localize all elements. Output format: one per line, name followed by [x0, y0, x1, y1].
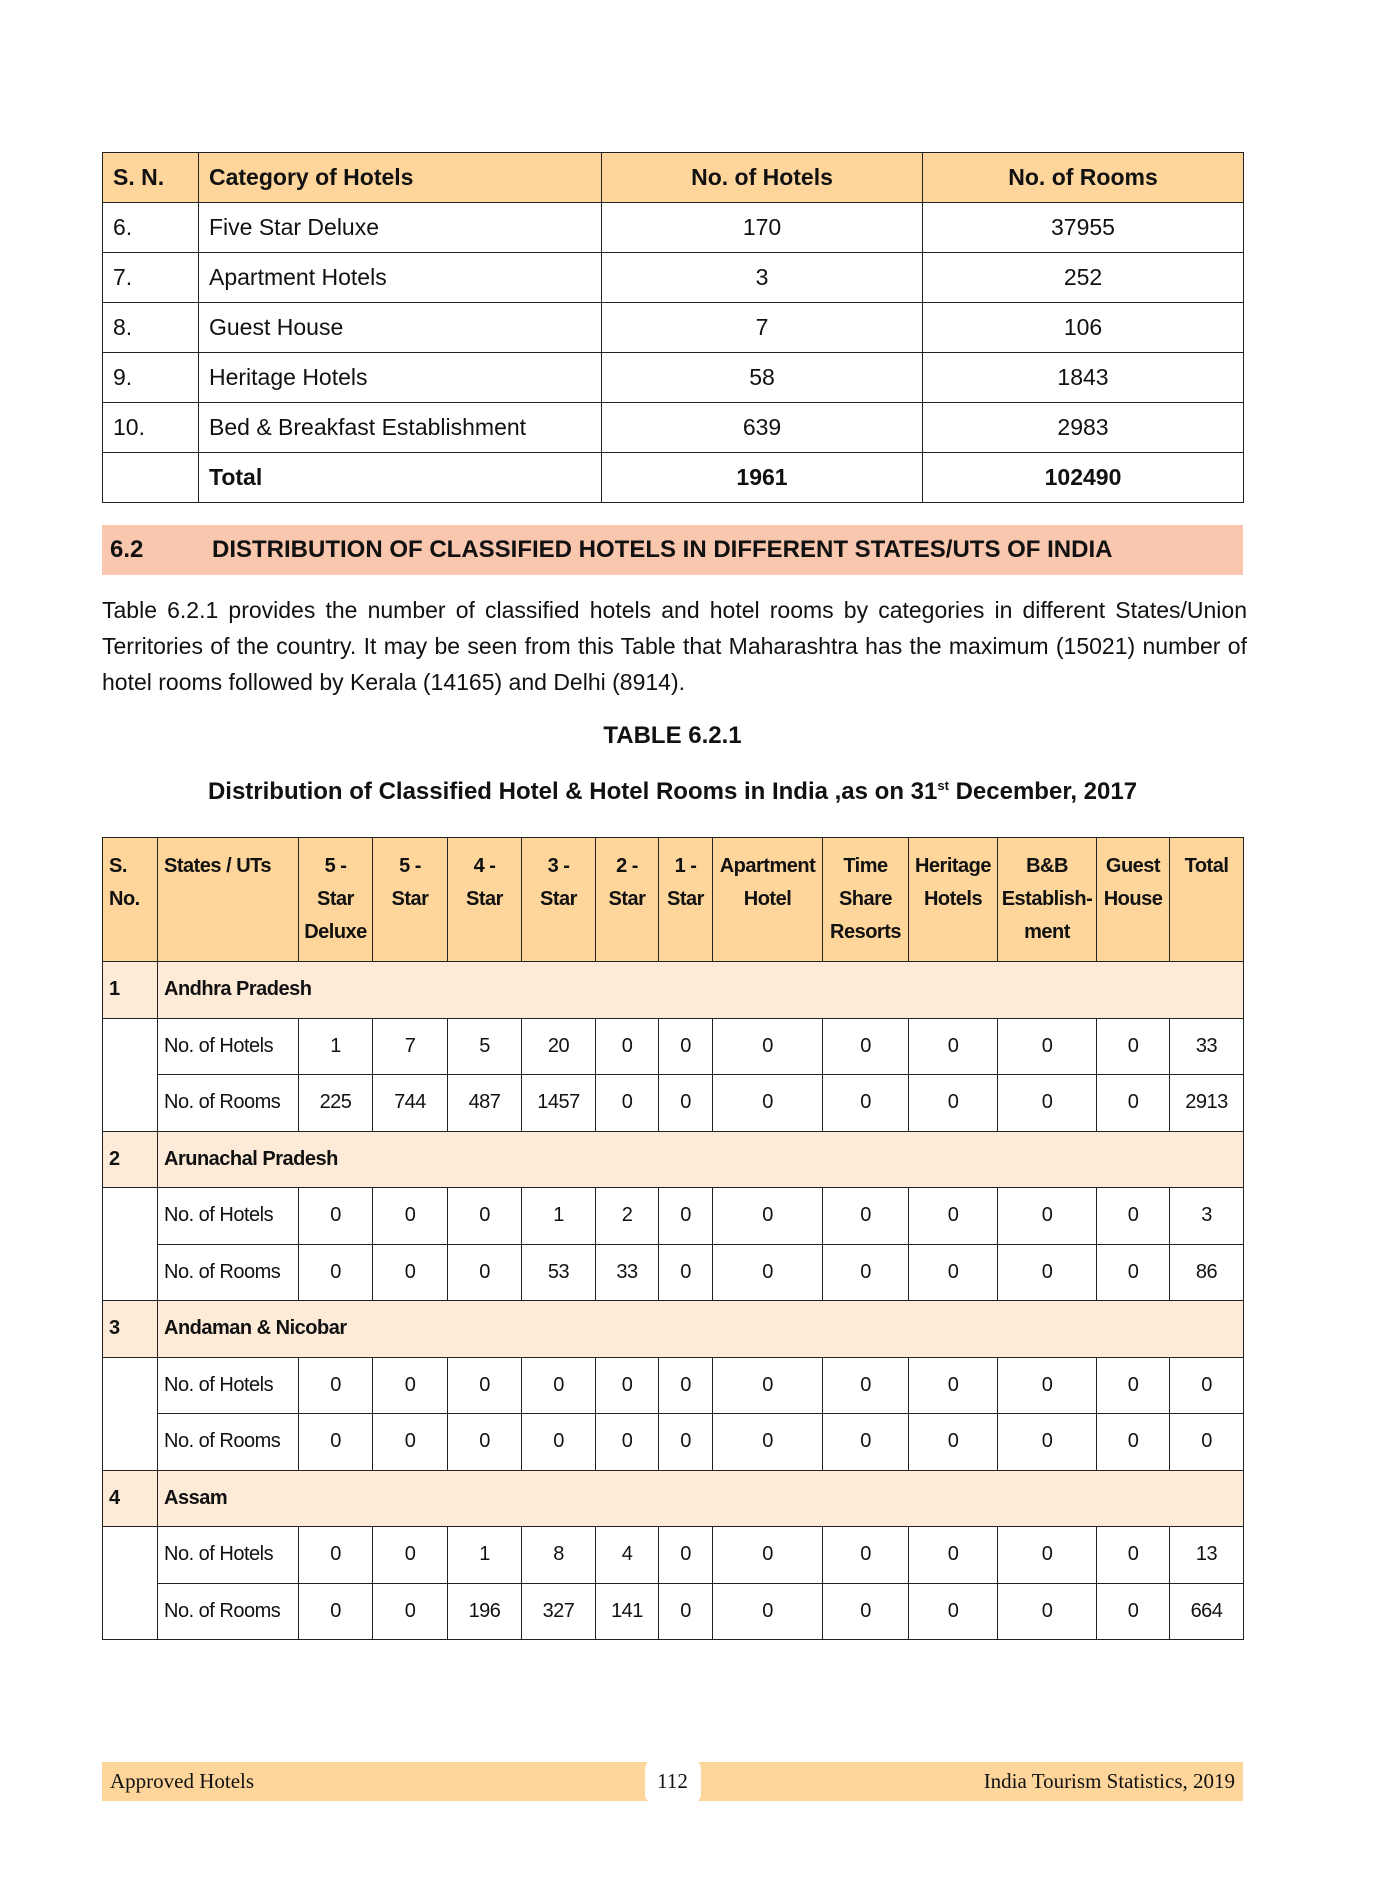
column-header	[823, 838, 909, 962]
header-line: Deluxe	[304, 921, 367, 943]
table-header-row	[103, 838, 1244, 962]
header-line: Apartment	[719, 855, 816, 877]
value-cell: 0	[596, 1414, 659, 1471]
row-sn: 9.	[103, 353, 199, 403]
row-label: No. of Rooms	[158, 1583, 299, 1640]
value-cell: 0	[1097, 1583, 1170, 1640]
value-cell: 0	[522, 1357, 596, 1414]
value-cell: 0	[659, 1357, 713, 1414]
table-header-row	[103, 153, 1244, 203]
state-row	[103, 1131, 1244, 1188]
value-cell: 0	[659, 1527, 713, 1584]
data-row	[103, 1075, 1244, 1132]
row-category: Guest House	[199, 303, 602, 353]
value-cell: 0	[596, 1075, 659, 1132]
empty-cell	[103, 1357, 158, 1470]
value-cell: 33	[596, 1244, 659, 1301]
value-cell: 487	[448, 1075, 522, 1132]
value-cell: 141	[596, 1583, 659, 1640]
value-cell: 0	[659, 1018, 713, 1075]
value-cell: 0	[909, 1357, 998, 1414]
value-cell: 0	[299, 1583, 373, 1640]
value-cell: 327	[522, 1583, 596, 1640]
row-category: Heritage Hotels	[199, 353, 602, 403]
header-line: Star	[466, 888, 503, 910]
row-sn: 10.	[103, 403, 199, 453]
header-line: 4 -	[473, 855, 496, 877]
value-cell: 0	[373, 1357, 448, 1414]
value-cell: 13	[1170, 1527, 1244, 1584]
value-cell: 0	[713, 1414, 823, 1471]
value-cell: 225	[299, 1075, 373, 1132]
table-row	[103, 303, 1244, 353]
state-row	[103, 1301, 1244, 1358]
table-title-text: Distribution of Classified Hotel & Hotel Rooms in India ,as on 31	[207, 778, 938, 805]
value-cell: 196	[448, 1583, 522, 1640]
row-hotels: 3	[602, 253, 923, 303]
empty-cell	[103, 1527, 158, 1640]
state-number: 2	[103, 1131, 158, 1188]
intro-paragraph: Table 6.2.1 provides the number of classified hotels and hotel rooms by categories in different States/Union Territories of the country. It may be seen from this Table that Maharashtra has the maximum (15021) number of hotel rooms followed by Kerala (14165) and Delhi (8914).	[102, 597, 1247, 695]
state-number: 4	[103, 1470, 158, 1527]
value-cell: 0	[299, 1188, 373, 1245]
state-number: 1	[103, 962, 158, 1019]
data-row	[103, 1244, 1244, 1301]
header-line: Establish-	[1001, 888, 1093, 910]
value-cell: 0	[1097, 1357, 1170, 1414]
total-row	[103, 453, 1244, 503]
value-cell: 0	[1097, 1188, 1170, 1245]
header-rooms: No. of Rooms	[923, 153, 1244, 203]
header-line: Resorts	[830, 921, 901, 943]
value-cell: 0	[659, 1583, 713, 1640]
value-cell: 1	[448, 1527, 522, 1584]
row-category: Bed & Breakfast Establishment	[199, 403, 602, 453]
value-cell: 2	[596, 1188, 659, 1245]
row-category: Five Star Deluxe	[199, 203, 602, 253]
row-rooms: 37955	[923, 203, 1244, 253]
value-cell: 744	[373, 1075, 448, 1132]
value-cell: 0	[373, 1188, 448, 1245]
row-sn: 7.	[103, 253, 199, 303]
value-cell: 0	[1170, 1414, 1244, 1471]
value-cell: 0	[522, 1414, 596, 1471]
total-empty	[103, 453, 199, 503]
value-cell: 0	[713, 1583, 823, 1640]
header-line: Hotel	[743, 888, 792, 910]
row-rooms: 1843	[923, 353, 1244, 403]
value-cell: 0	[373, 1244, 448, 1301]
value-cell: 0	[909, 1018, 998, 1075]
value-cell: 0	[998, 1357, 1097, 1414]
total-rooms: 102490	[923, 453, 1244, 503]
value-cell: 3	[1170, 1188, 1244, 1245]
value-cell: 0	[713, 1244, 823, 1301]
column-header	[909, 838, 998, 962]
empty-cell	[103, 1188, 158, 1301]
value-cell: 0	[659, 1075, 713, 1132]
header-line: Share	[838, 888, 893, 910]
value-cell: 0	[373, 1527, 448, 1584]
hotel-category-table	[102, 152, 1244, 503]
row-rooms: 252	[923, 253, 1244, 303]
header-sn: S. N.	[103, 153, 199, 203]
header-line: 2 -	[616, 855, 638, 877]
data-row	[103, 1527, 1244, 1584]
header-line: Star	[317, 888, 354, 910]
row-label: No. of Hotels	[158, 1357, 299, 1414]
header-line: Heritage	[914, 855, 992, 877]
column-header	[373, 838, 448, 962]
value-cell: 0	[713, 1075, 823, 1132]
value-cell: 0	[998, 1583, 1097, 1640]
value-cell: 0	[823, 1188, 909, 1245]
value-cell: 0	[713, 1018, 823, 1075]
row-rooms: 2983	[923, 403, 1244, 453]
header-line: Star	[608, 888, 646, 910]
data-row	[103, 1188, 1244, 1245]
row-sn: 6.	[103, 203, 199, 253]
header-line: 5 -	[399, 855, 421, 877]
value-cell: 0	[998, 1244, 1097, 1301]
row-sn: 8.	[103, 303, 199, 353]
row-label: No. of Hotels	[158, 1527, 299, 1584]
value-cell: 0	[998, 1188, 1097, 1245]
value-cell: 0	[998, 1018, 1097, 1075]
value-cell: 0	[823, 1583, 909, 1640]
header-line: Star	[667, 888, 704, 910]
data-row	[103, 1583, 1244, 1640]
header-category: Category of Hotels	[199, 153, 602, 203]
value-cell: 0	[823, 1018, 909, 1075]
value-cell: 0	[448, 1357, 522, 1414]
value-cell: 0	[909, 1527, 998, 1584]
value-cell: 0	[909, 1188, 998, 1245]
table-row	[103, 203, 1244, 253]
value-cell: 0	[659, 1244, 713, 1301]
total-label: Total	[199, 453, 602, 503]
value-cell: 0	[1097, 1244, 1170, 1301]
column-header	[448, 838, 522, 962]
header-line: States / UTs	[164, 855, 271, 877]
row-label: No. of Rooms	[158, 1075, 299, 1132]
table-row	[103, 403, 1244, 453]
value-cell: 0	[299, 1527, 373, 1584]
value-cell: 0	[713, 1188, 823, 1245]
column-header	[1097, 838, 1170, 962]
table-row	[103, 253, 1244, 303]
header-line: Guest	[1105, 855, 1161, 877]
value-cell: 0	[823, 1244, 909, 1301]
state-row	[103, 962, 1244, 1019]
value-cell: 664	[1170, 1583, 1244, 1640]
page-number: 112	[645, 1759, 701, 1804]
value-cell: 2913	[1170, 1075, 1244, 1132]
page-footer	[102, 1762, 1243, 1801]
header-line: ment	[1024, 921, 1070, 943]
value-cell: 0	[1097, 1414, 1170, 1471]
value-cell: 8	[522, 1527, 596, 1584]
section-heading	[102, 525, 1243, 575]
value-cell: 53	[522, 1244, 596, 1301]
row-hotels: 170	[602, 203, 923, 253]
row-label: No. of Hotels	[158, 1188, 299, 1245]
data-row	[103, 1414, 1244, 1471]
table-row	[103, 353, 1244, 403]
value-cell: 0	[823, 1357, 909, 1414]
value-cell: 0	[713, 1357, 823, 1414]
value-cell: 33	[1170, 1018, 1244, 1075]
state-distribution-table	[102, 837, 1244, 1640]
table-label: TABLE 6.2.1	[603, 722, 742, 749]
value-cell: 0	[998, 1075, 1097, 1132]
column-header	[158, 838, 299, 962]
state-name: Andhra Pradesh	[158, 962, 1244, 1019]
header-line: Star	[391, 888, 429, 910]
column-header	[998, 838, 1097, 962]
header-line: Star	[540, 888, 577, 910]
row-label: No. of Hotels	[158, 1018, 299, 1075]
value-cell: 0	[448, 1414, 522, 1471]
value-cell: 86	[1170, 1244, 1244, 1301]
value-cell: 1	[299, 1018, 373, 1075]
footer-publication: India Tourism Statistics, 2019	[983, 1769, 1235, 1793]
row-hotels: 58	[602, 353, 923, 403]
table-title-date: December, 2017	[948, 778, 1138, 805]
value-cell: 0	[909, 1583, 998, 1640]
total-hotels: 1961	[602, 453, 923, 503]
header-line: 5 -	[324, 855, 347, 877]
value-cell: 0	[1097, 1527, 1170, 1584]
data-row	[103, 1018, 1244, 1075]
value-cell: 0	[448, 1244, 522, 1301]
column-header	[299, 838, 373, 962]
column-header	[596, 838, 659, 962]
header-line: B&B	[1026, 855, 1068, 877]
value-cell: 1457	[522, 1075, 596, 1132]
state-number: 3	[103, 1301, 158, 1358]
state-name: Arunachal Pradesh	[158, 1131, 1244, 1188]
header-line: S.	[109, 855, 127, 877]
header-line: Time	[843, 855, 888, 877]
header-hotels: No. of Hotels	[602, 153, 923, 203]
value-cell: 5	[448, 1018, 522, 1075]
value-cell: 0	[998, 1527, 1097, 1584]
header-line: No.	[109, 888, 140, 910]
value-cell: 0	[596, 1018, 659, 1075]
column-header	[659, 838, 713, 962]
value-cell: 20	[522, 1018, 596, 1075]
row-hotels: 639	[602, 403, 923, 453]
header-line: 1 -	[674, 855, 697, 877]
value-cell: 0	[823, 1075, 909, 1132]
value-cell: 0	[1170, 1357, 1244, 1414]
value-cell: 7	[373, 1018, 448, 1075]
value-cell: 0	[713, 1527, 823, 1584]
value-cell: 0	[1097, 1018, 1170, 1075]
header-line: Total	[1184, 855, 1229, 877]
value-cell: 0	[659, 1414, 713, 1471]
value-cell: 0	[823, 1414, 909, 1471]
column-header	[1170, 838, 1244, 962]
section-number: 6.2	[110, 536, 144, 563]
value-cell: 0	[373, 1583, 448, 1640]
data-row	[103, 1357, 1244, 1414]
state-row	[103, 1470, 1244, 1527]
empty-cell	[103, 1018, 158, 1131]
header-line: Hotels	[923, 888, 983, 910]
row-category: Apartment Hotels	[199, 253, 602, 303]
state-name: Andaman & Nicobar	[158, 1301, 1244, 1358]
value-cell: 0	[448, 1188, 522, 1245]
row-hotels: 7	[602, 303, 923, 353]
value-cell: 0	[1097, 1075, 1170, 1132]
value-cell: 0	[909, 1414, 998, 1471]
value-cell: 0	[373, 1414, 448, 1471]
value-cell: 0	[909, 1075, 998, 1132]
column-header	[522, 838, 596, 962]
footer-chapter: Approved Hotels	[110, 1769, 255, 1793]
table-title	[102, 778, 1243, 806]
value-cell: 0	[299, 1414, 373, 1471]
section-title: DISTRIBUTION OF CLASSIFIED HOTELS IN DIFFERENT STATES/UTS OF INDIA	[212, 536, 1113, 563]
row-label: No. of Rooms	[158, 1414, 299, 1471]
value-cell: 0	[596, 1357, 659, 1414]
value-cell: 4	[596, 1527, 659, 1584]
column-header	[713, 838, 823, 962]
column-header	[103, 838, 158, 962]
table-title-sup: st	[937, 778, 949, 793]
value-cell: 0	[998, 1414, 1097, 1471]
value-cell: 0	[299, 1357, 373, 1414]
header-line: House	[1103, 888, 1163, 910]
row-label: No. of Rooms	[158, 1244, 299, 1301]
value-cell: 0	[299, 1244, 373, 1301]
value-cell: 0	[823, 1527, 909, 1584]
row-rooms: 106	[923, 303, 1244, 353]
value-cell: 0	[909, 1244, 998, 1301]
header-line: 3 -	[547, 855, 570, 877]
value-cell: 1	[522, 1188, 596, 1245]
value-cell: 0	[659, 1188, 713, 1245]
state-name: Assam	[158, 1470, 1244, 1527]
